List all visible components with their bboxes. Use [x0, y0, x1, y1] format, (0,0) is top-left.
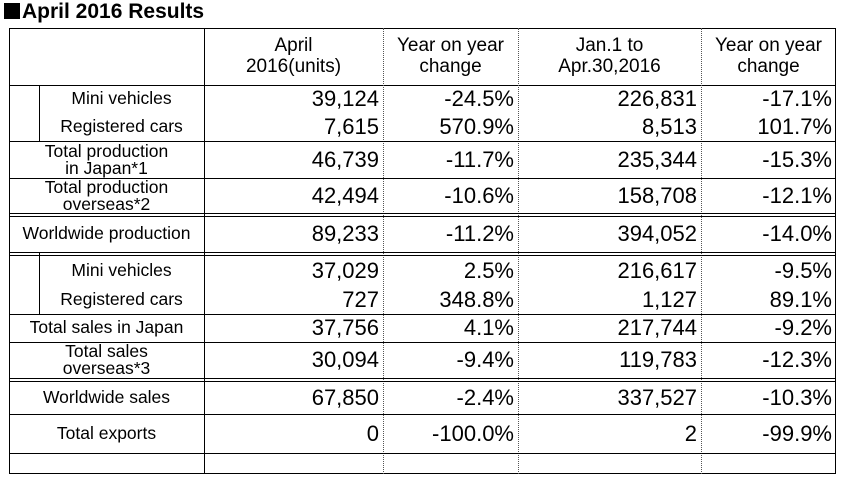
cell-ytd: 337,527	[617, 384, 697, 410]
cell-yoy2: -15.3%	[762, 146, 832, 172]
row-label: Total sales in Japan	[29, 317, 184, 338]
cell-april: 46,739	[311, 146, 379, 172]
row-label: Total sales overseas*3	[62, 341, 151, 378]
cell-yoy1: 348.8%	[439, 287, 514, 312]
page-title	[4, 0, 204, 24]
cell-yoy2: -10.3%	[762, 384, 832, 410]
row-label: Worldwide sales	[42, 386, 171, 407]
row-label: Mini vehicles	[71, 259, 172, 280]
cell-april: 727	[342, 287, 379, 312]
cell-april: 42,494	[311, 183, 379, 208]
row-label: Registered cars	[60, 289, 183, 310]
cell-april: 0	[366, 420, 379, 446]
cell-yoy2: -12.3%	[762, 347, 832, 372]
cell-yoy2: -17.1%	[762, 86, 832, 111]
cell-yoy1: 570.9%	[439, 114, 514, 139]
cell-yoy2: -9.2%	[774, 315, 832, 340]
results-table	[9, 28, 836, 474]
cell-yoy1: 2.5%	[463, 257, 514, 283]
cell-ytd: 158,708	[617, 183, 697, 208]
cell-april: 37,756	[311, 315, 379, 340]
cell-ytd: 394,052	[617, 221, 697, 246]
cell-yoy2: -9.5%	[774, 257, 832, 283]
cell-yoy1: -10.6%	[444, 183, 514, 208]
cell-yoy2: -14.0%	[762, 221, 832, 246]
cell-ytd: 2	[684, 420, 697, 446]
cell-yoy1: -24.5%	[444, 86, 514, 111]
cell-yoy2: 101.7%	[757, 114, 832, 139]
cell-yoy1: -9.4%	[456, 347, 514, 372]
title-text: April 2016 Results	[22, 0, 205, 23]
row-divider	[9, 378, 836, 379]
cell-ytd: 216,617	[617, 257, 697, 283]
row-label: Total production in Japan*1	[44, 140, 169, 178]
cell-ytd: 235,344	[617, 146, 697, 172]
cell-april: 7,615	[323, 114, 379, 139]
column-header-april: April 2016(units)	[245, 34, 342, 77]
row-divider	[9, 252, 836, 253]
row-label: Registered cars	[60, 116, 183, 137]
cell-yoy2: -12.1%	[762, 183, 832, 208]
square-bullet-icon	[4, 3, 20, 19]
row-label: Total production overseas*2	[44, 177, 169, 214]
cell-yoy1: 4.1%	[463, 315, 514, 340]
row-label: Mini vehicles	[71, 88, 172, 109]
cell-yoy1: -100.0%	[432, 420, 514, 446]
column-header-ytd: Jan.1 to Apr.30,2016	[558, 34, 661, 77]
cell-april: 30,094	[311, 347, 379, 372]
cell-april: 89,233	[311, 221, 379, 246]
row-label: Worldwide production	[22, 223, 191, 244]
cell-ytd: 119,783	[619, 347, 697, 372]
row-label: Total exports	[56, 422, 157, 443]
cell-ytd: 217,744	[617, 315, 697, 340]
cell-april: 37,029	[311, 257, 379, 283]
cell-yoy2: 89.1%	[769, 287, 832, 312]
cell-ytd: 8,513	[641, 114, 697, 139]
cell-april: 39,124	[311, 86, 379, 111]
cell-yoy1: -2.4%	[456, 384, 514, 410]
cell-yoy1: -11.7%	[445, 146, 514, 172]
cell-yoy2: -99.9%	[762, 420, 832, 446]
cell-ytd: 226,831	[617, 86, 697, 111]
cell-ytd: 1,127	[641, 287, 697, 312]
column-header-yoy1: Year on year change	[396, 34, 505, 77]
row-divider	[9, 473, 836, 474]
cell-yoy1: -11.2%	[445, 221, 514, 246]
column-header-yoy2: Year on year change	[714, 34, 823, 77]
row-divider	[9, 453, 836, 454]
cell-april: 67,850	[311, 384, 379, 410]
